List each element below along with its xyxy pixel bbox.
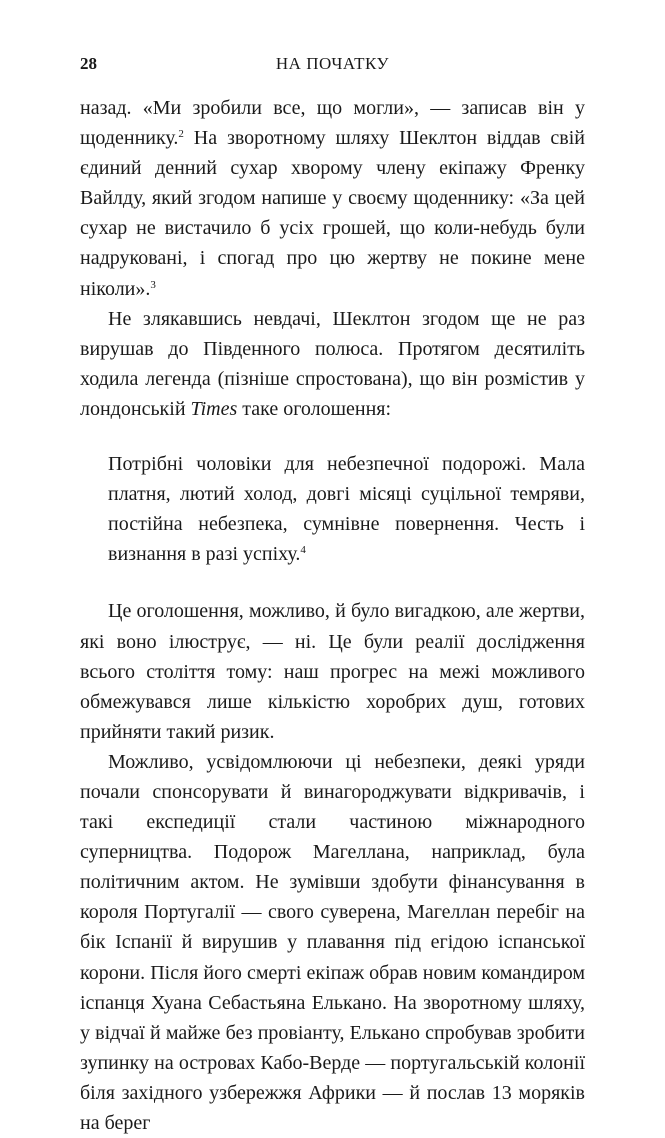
paragraph-1-text-a: назад. «Ми зробили все, що могли», — записав він у щоденнику. — [80, 97, 585, 150]
page-body — [80, 93, 585, 1138]
running-title: НА ПОЧАТКУ — [275, 54, 390, 73]
paragraph-4: Можливо, усвідомлюючи ці небезпеки, деякі уряди почали спонсорувати й винагороджувати відкривачів, і такі експедиції стали частиною міжнародного суперництва. Подорож Магеллана, наприклад, була політичним актом. Не зумівши здобути фінансування в короля Португалії — свого суверена, Магеллан перебіг на бік Іспанії й вирушив у плавання під егідою іспанської корони. Після його смерті екіпаж обрав новим командиром іспанця Хуана Себастьяна Елькано. На зворотному шляху, у відчаї й майже без провіанту, Елькано спробував зробити зупинку на островах Кабо-Верде — португальській колонії біля західного узбережжя Африки — й послав 13 моряків на берег — [80, 750, 585, 1134]
footnote-ref-2: 2 — [178, 128, 184, 141]
paragraph-2-text-b: таке оголошення: — [237, 397, 392, 420]
footnote-ref-4: 4 — [300, 544, 306, 557]
paragraph-2-text-a: Не злякавшись невдачі, Шеклтон згодом ще не раз вирушав до Південного полюса. Протягом десятиліть ходила легенда (пізніше спростована), що він розмістив у лондонській — [80, 307, 585, 420]
quote-text: Потрібні чоловіки для небезпечної подорожі. Мала платня, лютий холод, довгі місяці суцільної темряви, постійна небезпека, сумнівне повернення. Честь і визнання в разі успіху. — [108, 453, 585, 566]
paragraph-1-text-b: На зворотному шляху Шеклтон віддав свій єдиний денний сухар хворому члену екіпажу Френку Вайлду, який згодом напише у своєму щоденнику: «За цей сухар не вистачило б усіх грошей, що коли-небудь були надруковані, і спогад про цю жертву не покине мене ніколи». — [80, 127, 585, 300]
quoted-advertisement — [108, 449, 585, 569]
page-number: 28 — [80, 54, 97, 73]
times-italic: Times — [190, 397, 238, 420]
paragraph-1 — [80, 93, 585, 304]
footnote-ref-3: 3 — [150, 278, 156, 291]
paragraph-2 — [80, 304, 585, 424]
paragraph-3: Це оголошення, можливо, й було вигадкою, але жертви, які воно ілюструє, — ні. Це були реалії дослідження всього століття тому: наш прогрес на межі можливого обмежувався лише кількістю хоробрих душ, готових прийняти такий ризик. — [80, 600, 585, 743]
page-header — [80, 54, 585, 80]
